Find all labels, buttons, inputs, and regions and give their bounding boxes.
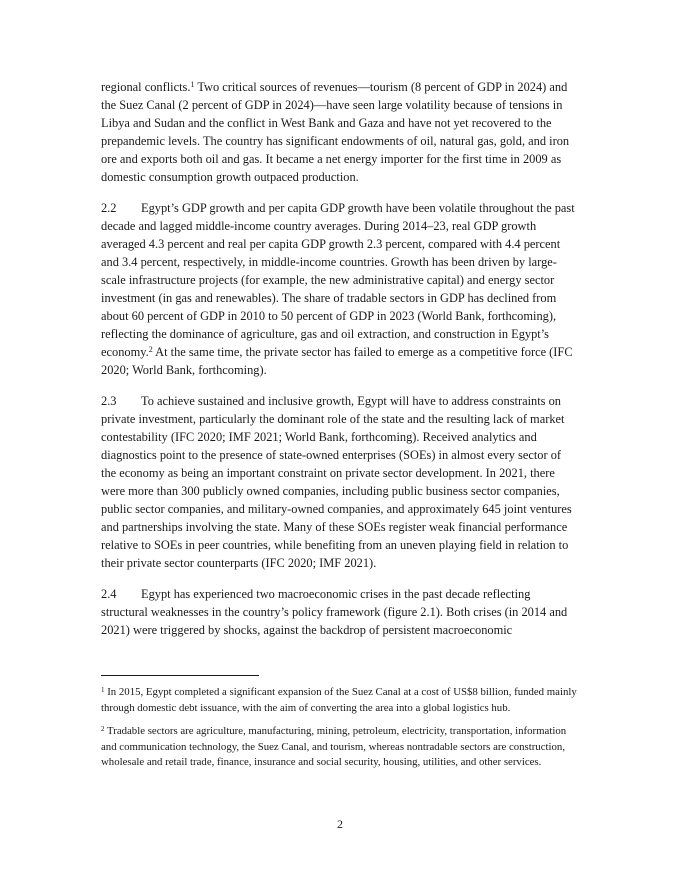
paragraph-number: 2.4 xyxy=(101,587,117,601)
paragraph-text: To achieve sustained and inclusive growth, Egypt will have to address constraints on private investment, particularly the dominant role of the state and the resulting lack of market contestability (IFC 2020; IMF 2021; World Bank, forthcoming). Received analytics and diagnostics point to the presence of state-owned enterprises (SOEs) in almost every sector of the economy as being an important constraint on private sector development. In 2021, there were more than 300 publicly owned companies, including public business sector companies, public sector companies, and military-owned companies, and approximately 645 joint ventures and partnerships involving the state. Many of these SOEs register weak financial performance relative to SOEs in peer countries, while benefiting from an uneven playing field in relation to their private sector counterparts (IFC 2020; IMF 2021). xyxy=(101,394,572,570)
paragraph-number: 2.2 xyxy=(101,201,117,215)
paragraph-continuation xyxy=(101,78,579,186)
footnote-marker: 1 xyxy=(101,686,105,694)
paragraph-2-3 xyxy=(101,392,579,572)
footnote-2 xyxy=(101,724,579,771)
footnote-1 xyxy=(101,685,579,716)
paragraph-text: regional conflicts. xyxy=(101,80,191,94)
body-text xyxy=(101,78,579,652)
footnote-text: Tradable sectors are agriculture, manufacturing, mining, petroleum, electricity, transportation, information and communication technology, the Suez Canal, and tourism, whereas nontradable sectors are construction, wholesale and retail trade, finance, insurance and social security, housing, utilities, and other services. xyxy=(101,725,567,768)
footnote-text: In 2015, Egypt completed a significant expansion of the Suez Canal at a cost of US$8 billion, funded mainly through domestic debt issuance, with the aim of converting the area into a global logistics hub. xyxy=(101,686,577,714)
paragraph-number: 2.3 xyxy=(101,394,117,408)
footnote-reference-1[interactable]: 1 xyxy=(190,80,195,89)
paragraph-2-4 xyxy=(101,585,579,639)
paragraph-2-2 xyxy=(101,199,579,379)
paragraph-text: At the same time, the private sector has failed to emerge as a competitive force (IFC 2020; World Bank, forthcoming). xyxy=(101,345,573,377)
footnote-separator xyxy=(101,675,259,676)
paragraph-text: Egypt’s GDP growth and per capita GDP growth have been volatile throughout the past decade and lagged middle-income country averages. During 2014–23, real GDP growth averaged 4.3 percent and real per capita GDP growth 2.3 percent, compared with 4.4 percent and 3.4 percent, respectively, in middle-income countries. Growth has been driven by large-scale infrastructure projects (for example, the new administrative capital) and energy sector investment (in gas and renewables). The share of tradable sectors in GDP has declined from about 60 percent of GDP in 2010 to 50 percent of GDP in 2023 (World Bank, forthcoming), reflecting the dominance of agriculture, gas and oil extraction, and construction in Egypt’s economy. xyxy=(101,201,575,359)
paragraph-text: Egypt has experienced two macroeconomic crises in the past decade reflecting structural weaknesses in the country’s policy framework (figure 2.1). Both crises (in 2014 and 2021) were triggered by shocks, against the backdrop of persistent macroeconomic xyxy=(101,587,568,637)
page-number: 2 xyxy=(337,817,343,831)
footnote-reference-2[interactable]: 2 xyxy=(148,345,153,354)
footnote-marker: 2 xyxy=(101,725,105,733)
paragraph-text: Two critical sources of revenues—tourism (8 percent of GDP in 2024) and the Suez Canal (2 percent of GDP in 2024)—have seen large volatility because of tensions in Libya and Sudan and the conflict in West Bank and Gaza and have not yet recovered to the prepandemic levels. The country has significant endowments of oil, natural gas, gold, and iron ore and exports both oil and gas. It became a net energy importer for the first time in 2009 as domestic consumption growth outpaced production. xyxy=(101,80,570,184)
footnotes xyxy=(101,685,579,779)
